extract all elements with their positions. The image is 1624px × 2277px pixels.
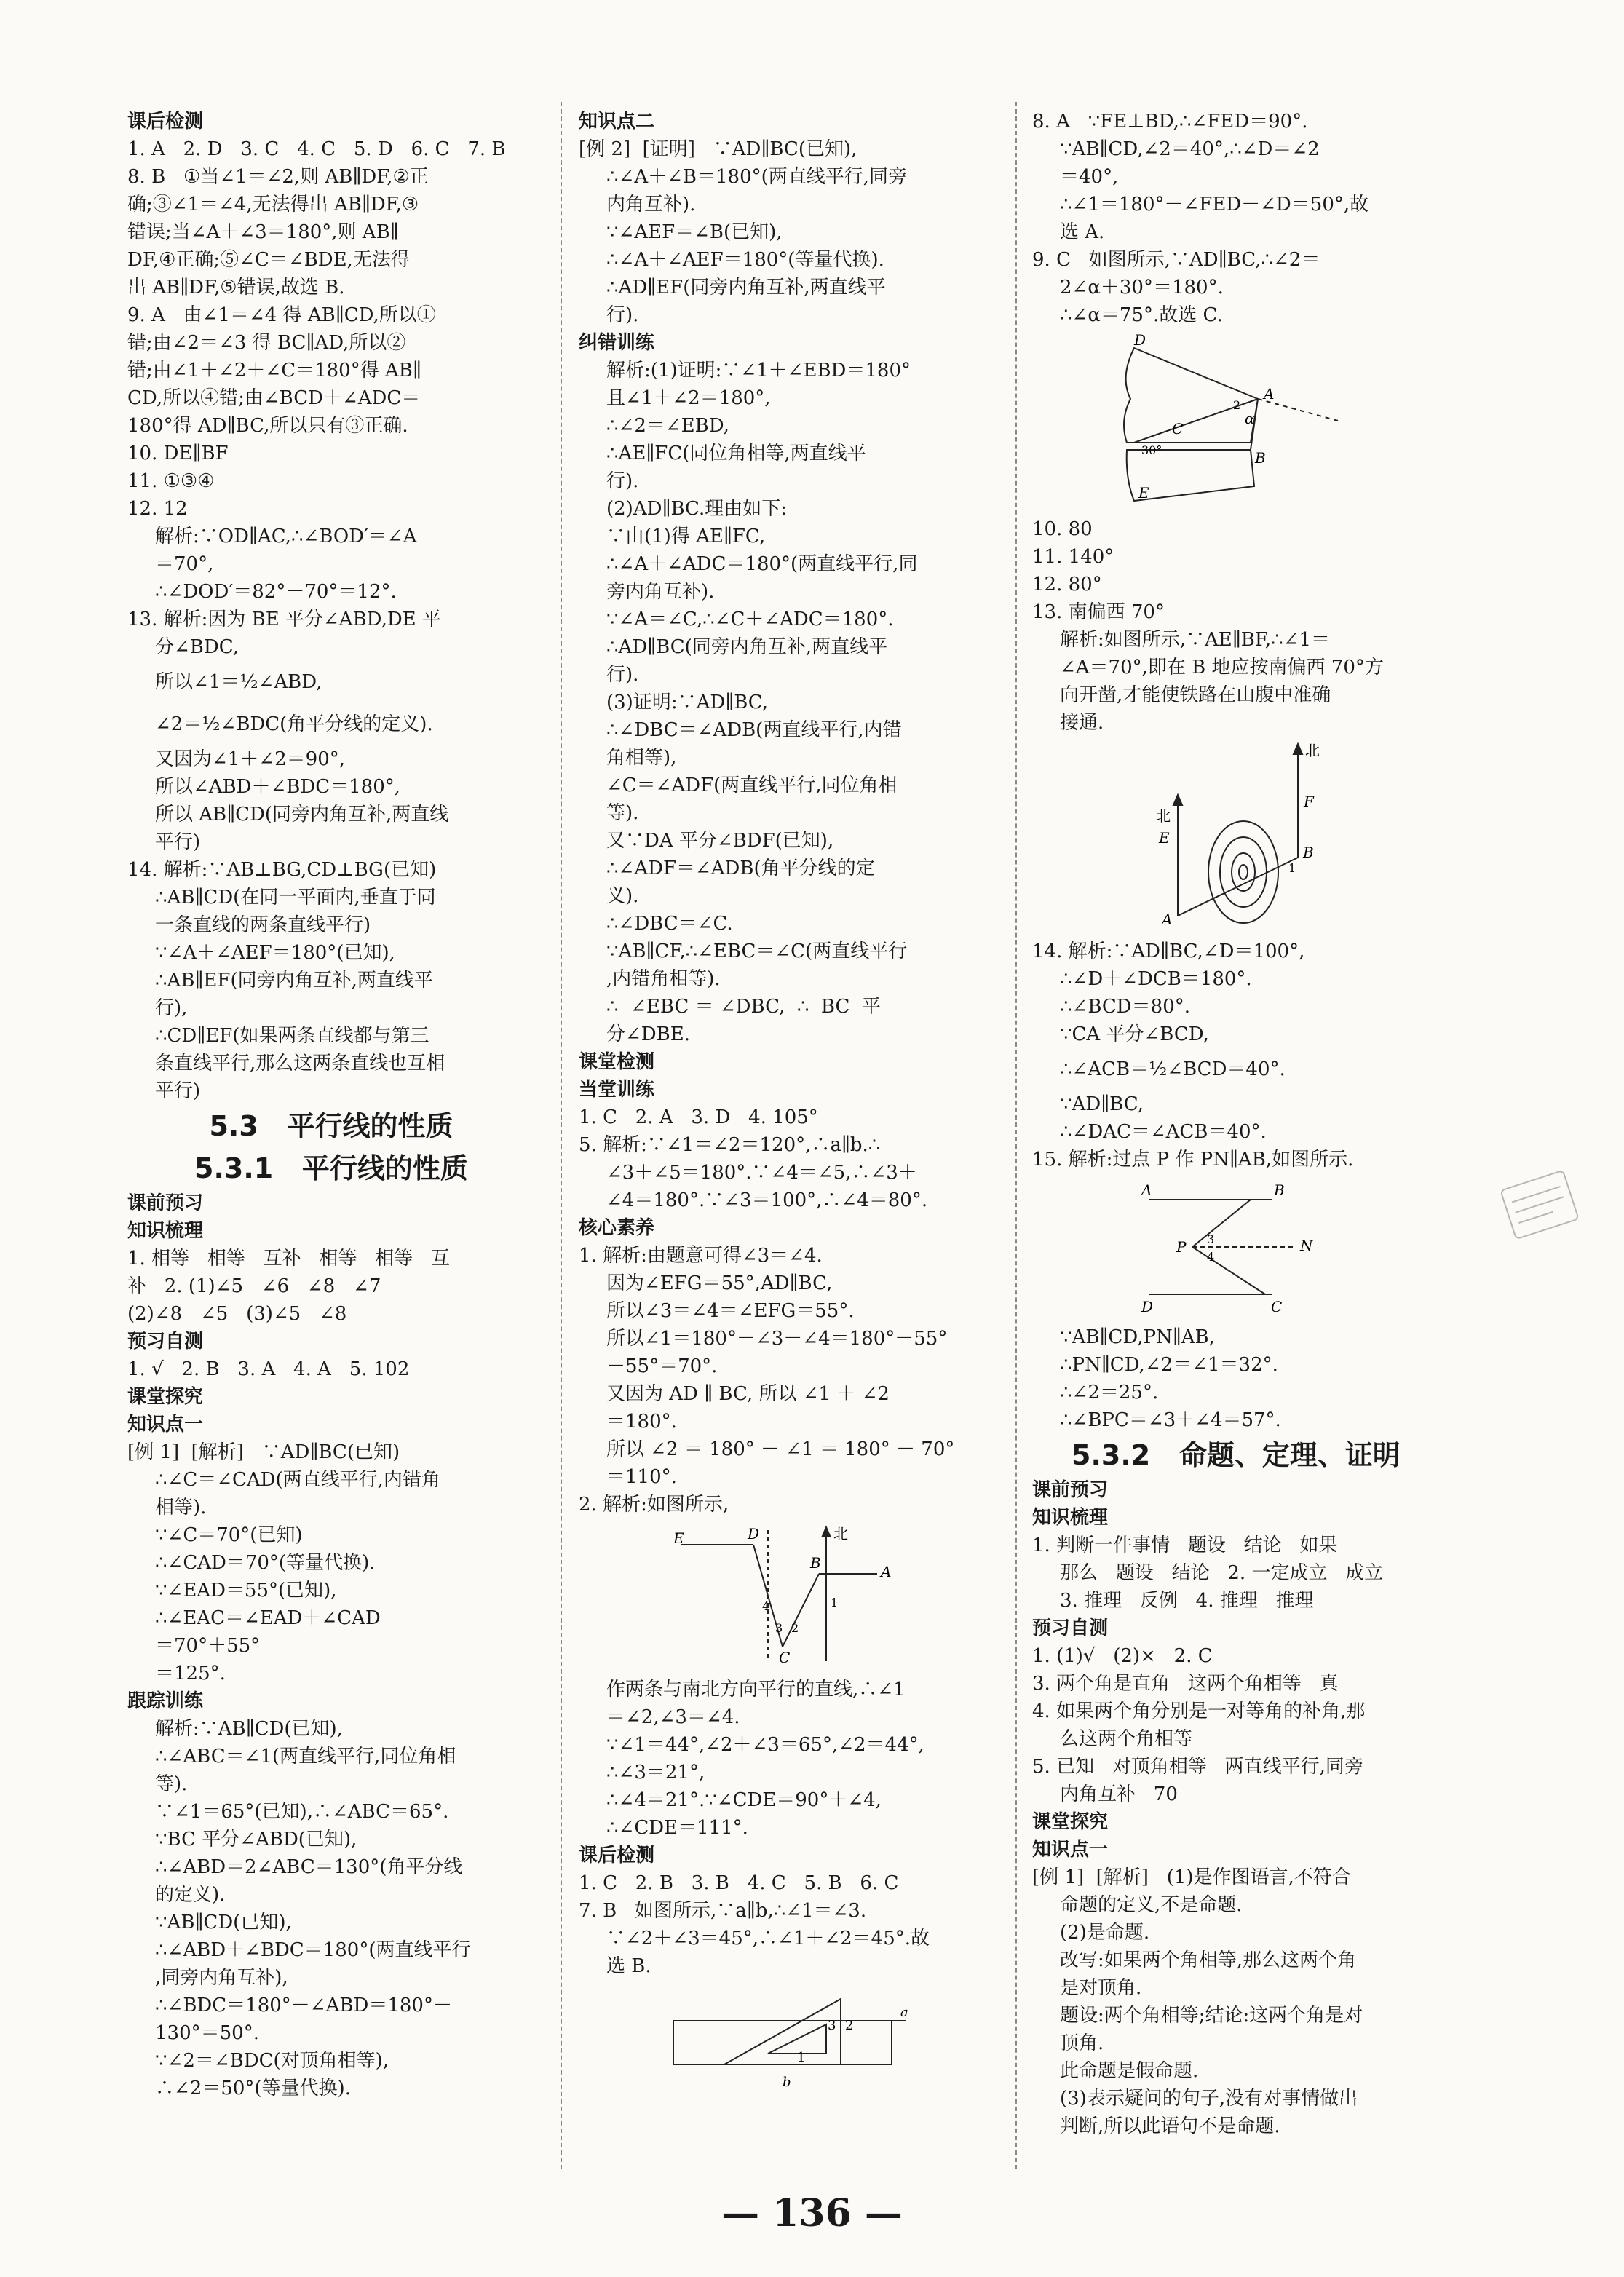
text-line: 一条直线的两条直线平行) xyxy=(155,914,371,936)
column-divider xyxy=(1015,102,1017,2169)
text-line: 判断,所以此语句不是命题. xyxy=(1060,2115,1280,2137)
figure-label: 2 xyxy=(1233,398,1241,412)
text-line: ＝70°, xyxy=(155,553,214,575)
subsection-heading: 课堂探究 xyxy=(1032,1811,1109,1833)
text-line: 平行) xyxy=(155,1080,201,1102)
text-line: 且∠1＋∠2＝180°, xyxy=(606,387,771,409)
text-line: 15. 解析:过点 P 作 PN∥AB,如图所示. xyxy=(1032,1149,1354,1171)
fig-north2 xyxy=(579,1523,1001,1668)
text-line: ∴∠BPC＝∠3＋∠4＝57°. xyxy=(1060,1409,1281,1431)
text-line: 作两条与南北方向平行的直线,∴∠1 xyxy=(606,1679,906,1700)
column-divider xyxy=(561,102,562,2169)
text-line: ∴∠A＋∠ADC＝180°(两直线平行,同 xyxy=(606,553,918,575)
text-line: ∴∠2＝25°. xyxy=(1060,1382,1159,1403)
figure-label: D xyxy=(748,1525,760,1543)
text-line: －55°＝70°. xyxy=(606,1355,718,1377)
text-line: 所以 AB∥CD(同旁内角互补,两直线 xyxy=(155,804,449,825)
column-left xyxy=(127,108,535,2102)
text-line: ∵∠A＝∠C,∴∠C＋∠ADC＝180°. xyxy=(606,609,894,630)
text-line: ∵∠1＝65°(已知),∴∠ABC＝65°. xyxy=(155,1801,449,1823)
figure-label: 1 xyxy=(797,2050,806,2065)
text-line: ∴∠A＋∠AEF＝180°(等量代换). xyxy=(606,249,884,271)
fig-zigzag xyxy=(1032,1178,1440,1316)
text-line: ∴AE∥FC(同位角相等,两直线平 xyxy=(606,443,866,464)
text-line: 行). xyxy=(606,304,639,326)
text-line: 1. 解析:由题意可得∠3＝∠4. xyxy=(579,1245,823,1267)
figure-label: C xyxy=(1271,1298,1283,1315)
text-line: 所以∠ABD＋∠BDC＝180°, xyxy=(155,776,401,798)
text-line: ∴∠ABD＝2∠ABC＝130°(角平分线 xyxy=(155,1856,463,1878)
text-line: 那么 题设 结论 2. 一定成立 成立 xyxy=(1060,1562,1384,1584)
text-line: ∴∠CDE＝111°. xyxy=(606,1817,748,1839)
text-line: ∵AB∥CD(已知), xyxy=(155,1912,292,1933)
text-line: 平行) xyxy=(155,831,201,853)
figure-label: E xyxy=(1159,829,1170,847)
subsection-heading: 预习自测 xyxy=(127,1331,204,1353)
figure-label: N xyxy=(1300,1237,1313,1254)
figure-label: E xyxy=(673,1529,684,1547)
figure-label: D xyxy=(1141,1298,1154,1315)
text-line: 题设:两个角相等;结论:这两个角是对 xyxy=(1060,2005,1363,2027)
text-line: 130°＝50°. xyxy=(155,2022,259,2044)
text-line: ∴CD∥EF(如果两条直线都与第三 xyxy=(155,1025,429,1047)
figure-label: 30° xyxy=(1141,443,1162,457)
subsection-heading: 课前预习 xyxy=(1032,1479,1109,1501)
text-line: 行), xyxy=(155,997,188,1019)
text-line: ∴∠DBC＝∠ADB(两直线平行,内错 xyxy=(606,719,902,741)
text-line: 选 A. xyxy=(1060,221,1105,243)
text-line: ∴∠EAC＝∠EAD＋∠CAD xyxy=(155,1607,381,1629)
figure-label: C xyxy=(779,1649,791,1666)
text-line: 错;由∠1＋∠2＋∠C＝180°得 AB∥ xyxy=(127,360,421,381)
text-line: ∠2＝½∠BDC(角平分线的定义). xyxy=(155,713,433,735)
watermark-stamp-icon xyxy=(1492,1165,1587,1245)
section-heading: 5.3 平行线的性质 xyxy=(209,1110,453,1142)
figure-label: b xyxy=(783,2075,791,2090)
text-line: 12. 12 xyxy=(127,498,188,520)
text-line: ∴∠ABC＝∠1(两直线平行,同位角相 xyxy=(155,1746,456,1767)
figure-label: a xyxy=(900,2005,908,2020)
text-line: 13. 南偏西 70° xyxy=(1032,601,1165,623)
figure-label: A xyxy=(881,1563,892,1580)
column-right xyxy=(1032,108,1440,2140)
text-line: 1. C 2. B 3. B 4. C 5. B 6. C xyxy=(579,1872,899,1894)
text-line: ∴∠BCD＝80°. xyxy=(1060,996,1191,1018)
text-line: ∴∠ABD＋∠BDC＝180°(两直线平行 xyxy=(155,1939,471,1961)
figure-label: 4 xyxy=(762,1599,770,1613)
text-line: 错;由∠2＝∠3 得 BC∥AD,所以② xyxy=(127,332,406,354)
text-line: [例 2] [证明] ∵AD∥BC(已知), xyxy=(579,138,857,160)
text-line: (2)∠8 ∠5 (3)∠5 ∠8 xyxy=(127,1303,347,1325)
text-line: ∴∠BDC＝180°－∠ABD＝180°－ xyxy=(155,1995,452,2016)
text-line: [例 1] [解析] ∵AD∥BC(已知) xyxy=(127,1441,400,1463)
text-line: 7. B 如图所示,∵a∥b,∴∠1＝∠3. xyxy=(579,1900,867,1922)
text-line: 8. A ∵FE⊥BD,∴∠FED＝90°. xyxy=(1032,111,1308,132)
text-line: 5. 解析:∵∠1＝∠2＝120°,∴a∥b.∴ xyxy=(579,1134,881,1156)
page-number: 136 xyxy=(772,2191,852,2236)
subsection-heading: 课堂探究 xyxy=(127,1386,204,1408)
text-line: 解析:(1)证明:∵∠1＋∠EBD＝180° xyxy=(606,360,911,381)
text-line: ,同旁内角互补), xyxy=(155,1967,288,1989)
text-line: 又因为∠1＋∠2＝90°, xyxy=(155,748,346,770)
subsection-heading: 知识梳理 xyxy=(127,1220,204,1242)
text-line: ＝180°. xyxy=(606,1411,677,1433)
text-line: 改写:如果两个角相等,那么这两个角 xyxy=(1060,1949,1357,1971)
text-line: 义). xyxy=(606,885,639,907)
figure-label: 3 xyxy=(828,2018,836,2033)
figure-label: 1 xyxy=(831,1596,839,1609)
text-line: 所以 ∠2 ＝ 180° － ∠1 ＝ 180° － 70° xyxy=(606,1438,955,1460)
subsection-heading: 课后检测 xyxy=(579,1845,655,1866)
subsection-heading: 课前预习 xyxy=(127,1192,204,1214)
figure-label: P xyxy=(1176,1238,1187,1256)
figure-label: α xyxy=(1245,410,1255,427)
text-line: (3)证明:∵AD∥BC, xyxy=(606,692,769,713)
column-middle xyxy=(579,108,1001,2101)
text-line: 顶角. xyxy=(1060,2032,1104,2054)
fig-north2-diagram xyxy=(659,1523,921,1668)
text-line: 所以∠1＝½∠ABD, xyxy=(155,671,322,693)
text-line: 的定义). xyxy=(155,1884,226,1906)
figure-label: B xyxy=(1255,449,1266,467)
figure-label: 2 xyxy=(791,1621,799,1635)
text-line: ∠C＝∠ADF(两直线平行,同位角相 xyxy=(606,775,898,796)
text-line: 角相等), xyxy=(606,747,677,769)
text-line: ∵AB∥CF,∴∠EBC＝∠C(两直线平行 xyxy=(606,940,908,962)
text-line: 1. √ 2. B 3. A 4. A 5. 102 xyxy=(127,1358,410,1380)
text-line: 补 2. (1)∠5 ∠6 ∠8 ∠7 xyxy=(127,1275,381,1297)
subsection-heading: 知识点一 xyxy=(127,1414,204,1436)
subsection-heading: 当堂训练 xyxy=(579,1079,655,1101)
text-line: 8. B ①当∠1＝∠2,则 AB∥DF,②正 xyxy=(127,166,429,188)
subsection-heading: 知识梳理 xyxy=(1032,1507,1109,1529)
text-line: ＝70°＋55° xyxy=(155,1635,261,1657)
subsection-heading: 知识点一 xyxy=(1032,1839,1109,1861)
text-line: 2. 解析:如图所示, xyxy=(579,1494,729,1516)
figure-label: F xyxy=(1304,793,1314,810)
figure-label: B xyxy=(1303,844,1314,861)
subsection-heading: 跟踪训练 xyxy=(127,1690,204,1712)
subsection-heading: 课堂检测 xyxy=(579,1051,655,1073)
text-line: ∵AD∥BC, xyxy=(1060,1093,1144,1115)
text-line: 确;③∠1＝∠4,无法得出 AB∥DF,③ xyxy=(127,194,419,215)
text-line: 11. ①③④ xyxy=(127,470,215,492)
fig-zigzag-diagram xyxy=(1105,1178,1367,1316)
text-line: ∠A＝70°,即在 B 地应按南偏西 70°方 xyxy=(1060,657,1384,678)
text-line: ∴∠A＋∠B＝180°(两直线平行,同旁 xyxy=(606,166,908,188)
text-line: 内角互补 70 xyxy=(1060,1783,1178,1805)
subsection-heading: 知识点二 xyxy=(579,111,655,132)
text-line: 又∵DA 平分∠BDF(已知), xyxy=(606,830,834,852)
text-line: ∴∠2＝∠EBD, xyxy=(606,415,729,437)
text-line: 1. 判断一件事情 题设 结论 如果 xyxy=(1032,1534,1338,1556)
text-line: 3. 两个角是直角 这两个角相等 真 xyxy=(1032,1673,1339,1695)
text-line: ∵BC 平分∠ABD(已知), xyxy=(155,1829,357,1850)
text-line: ∴∠ADF＝∠ADB(角平分线的定 xyxy=(606,858,875,879)
text-line: ∴∠1＝180°－∠FED－∠D＝50°,故 xyxy=(1060,194,1369,215)
text-line: 9. C 如图所示,∵AD∥BC,∴∠2＝ xyxy=(1032,249,1320,271)
text-line: ,内错角相等). xyxy=(606,968,721,990)
text-line: ∴∠DOD′＝82°－70°＝12°. xyxy=(155,581,397,603)
text-line: ∴AD∥EF(同旁内角互补,两直线平 xyxy=(606,277,886,298)
text-line: ∵∠2＋∠3＝45°,∴∠1＋∠2＝45°.故 xyxy=(606,1928,930,1949)
text-line: ∵AB∥CD,PN∥AB, xyxy=(1060,1326,1215,1348)
text-line: ∴∠3＝21°, xyxy=(606,1762,705,1783)
text-line: ∴AD∥BC(同旁内角互补,两直线平 xyxy=(606,636,888,658)
text-line: 解析:如图所示,∵AE∥BF,∴∠1＝ xyxy=(1060,629,1331,651)
text-line: 11. 140° xyxy=(1032,546,1114,568)
text-line: ＝40°, xyxy=(1060,166,1119,188)
fig-mountain-diagram xyxy=(1127,741,1345,930)
text-line: ∴ ∠EBC ＝ ∠DBC, ∴ BC 平 xyxy=(606,996,881,1018)
subsection-heading: 核心素养 xyxy=(579,1217,655,1239)
figure-label: B xyxy=(810,1554,821,1572)
fig-triangle-diagram xyxy=(659,1984,921,2094)
text-line: 分∠DBE. xyxy=(606,1023,690,1045)
text-line: 条直线平行,那么这两条直线也互相 xyxy=(155,1053,445,1074)
text-line: 2∠α＋30°＝180°. xyxy=(1060,277,1224,298)
text-line: 14. 解析:∵AB⊥BG,CD⊥BG(已知) xyxy=(127,859,437,881)
text-line: 解析:∵AB∥CD(已知), xyxy=(155,1718,343,1740)
text-line: 么这两个角相等 xyxy=(1060,1728,1193,1750)
text-line: 所以∠3＝∠4＝∠EFG＝55°. xyxy=(606,1300,855,1322)
figure-label: 北 xyxy=(1305,742,1320,759)
text-line: ∴PN∥CD,∠2＝∠1＝32°. xyxy=(1060,1354,1278,1376)
text-line: ∵∠A＋∠AEF＝180°(已知), xyxy=(155,942,395,964)
text-line: 10. DE∥BF xyxy=(127,443,229,464)
text-line: 5. 已知 对顶角相等 两直线平行,同旁 xyxy=(1032,1756,1363,1778)
figure-label: A xyxy=(1141,1181,1152,1199)
figure-label: A xyxy=(1162,911,1173,928)
figure-label: 3 xyxy=(1207,1232,1215,1246)
text-line: 命题的定义,不是命题. xyxy=(1060,1894,1243,1916)
text-line: CD,所以④错;由∠BCD＋∠ADC＝ xyxy=(127,387,421,409)
text-line: 此命题是假命题. xyxy=(1060,2060,1199,2082)
text-line: ∠3＋∠5＝180°.∵∠4＝∠5,∴∠3＋ xyxy=(606,1162,917,1184)
text-line: (2)是命题. xyxy=(1060,1922,1150,1944)
text-line: 10. 80 xyxy=(1032,518,1093,540)
text-line: ∵∠2＝∠BDC(对顶角相等), xyxy=(155,2050,389,2072)
text-line: 因为∠EFG＝55°,AD∥BC, xyxy=(606,1272,833,1294)
text-line: ∵∠AEF＝∠B(已知), xyxy=(606,221,783,243)
subsection-heading: 预习自测 xyxy=(1032,1617,1109,1639)
text-line: 1. (1)√ (2)× 2. C xyxy=(1032,1645,1213,1667)
text-line: 行). xyxy=(606,664,639,686)
figure-label: A xyxy=(1264,385,1275,403)
text-line: 旁内角互补). xyxy=(606,581,715,603)
text-line: 9. A 由∠1＝∠4 得 AB∥CD,所以① xyxy=(127,304,436,326)
subsection-heading: 纠错训练 xyxy=(579,332,655,354)
text-line: 所以∠1＝180°－∠3－∠4＝180°－55° xyxy=(606,1328,948,1350)
text-line: 分∠BDC, xyxy=(155,636,239,658)
fig-ribbon xyxy=(1032,333,1440,508)
text-line: 行). xyxy=(606,470,639,492)
text-line: 接通. xyxy=(1060,712,1104,734)
text-line: ∵由(1)得 AE∥FC, xyxy=(606,526,766,547)
section-heading: 5.3.1 平行线的性质 xyxy=(194,1152,468,1184)
text-line: [例 1] [解析] (1)是作图语言,不符合 xyxy=(1032,1866,1351,1888)
text-line: 180°得 AD∥BC,所以只有③正确. xyxy=(127,415,408,437)
fig-mountain xyxy=(1032,741,1440,930)
text-line: 1. C 2. A 3. D 4. 105° xyxy=(579,1106,818,1128)
text-line: (2)AD∥BC.理由如下: xyxy=(606,498,788,520)
text-line: ∴AB∥CD(在同一平面内,垂直于同 xyxy=(155,887,436,908)
text-line: ∵CA 平分∠BCD, xyxy=(1060,1023,1209,1045)
figure-label: C xyxy=(1172,420,1184,437)
text-line: ∴∠DBC＝∠C. xyxy=(606,913,733,935)
text-line: 是对顶角. xyxy=(1060,1977,1142,1999)
text-line: ∵∠1＝44°,∠2＋∠3＝65°,∠2＝44°, xyxy=(606,1734,924,1756)
figure-label: D xyxy=(1134,333,1146,349)
text-line: ∴∠DAC＝∠ACB＝40°. xyxy=(1060,1121,1267,1143)
fig-triangle xyxy=(579,1984,1001,2094)
text-line: 4. 如果两个角分别是一对等角的补角,那 xyxy=(1032,1700,1366,1722)
fig-ribbon-diagram xyxy=(1090,333,1382,508)
text-line: 14. 解析:∵AD∥BC,∠D＝100°, xyxy=(1032,940,1305,962)
section-heading: 5.3.2 命题、定理、证明 xyxy=(1072,1439,1401,1471)
figure-label: 北 xyxy=(833,1525,848,1543)
text-line: 选 B. xyxy=(606,1955,651,1977)
text-line: 等). xyxy=(155,1773,188,1795)
text-line: ∴∠C＝∠CAD(两直线平行,内错角 xyxy=(155,1469,440,1491)
figure-label: 北 xyxy=(1156,807,1171,825)
text-line: 1. 相等 相等 互补 相等 相等 互 xyxy=(127,1248,451,1270)
text-line: 1. A 2. D 3. C 4. C 5. D 6. C 7. B xyxy=(127,138,506,160)
text-line: ∵AB∥CD,∠2＝40°,∴∠D＝∠2 xyxy=(1060,138,1320,160)
text-line: 12. 80° xyxy=(1032,574,1102,595)
figure-label: 4 xyxy=(1207,1250,1215,1264)
text-line: 错误;当∠A＋∠3＝180°,则 AB∥ xyxy=(127,221,399,243)
text-line: ∴∠ACB＝½∠BCD＝40°. xyxy=(1060,1058,1286,1080)
text-line: ＝110°. xyxy=(606,1466,677,1488)
figure-label: 1 xyxy=(1288,861,1296,875)
figure-label: E xyxy=(1138,484,1149,502)
text-line: ∵∠EAD＝55°(已知), xyxy=(155,1580,337,1601)
text-line: ∴∠α＝75°.故选 C. xyxy=(1060,304,1223,326)
text-line: ∴AB∥EF(同旁内角互补,两直线平 xyxy=(155,970,433,991)
text-line: 13. 解析:因为 BE 平分∠ABD,DE 平 xyxy=(127,609,441,630)
figure-label: 2 xyxy=(845,2018,854,2033)
text-line: (3)表示疑问的句子,没有对事情做出 xyxy=(1060,2088,1358,2110)
text-line: ∴∠CAD＝70°(等量代换). xyxy=(155,1552,376,1574)
text-line: 向开凿,才能使铁路在山腹中准确 xyxy=(1060,684,1331,706)
text-line: 3. 推理 反例 4. 推理 推理 xyxy=(1060,1590,1314,1612)
text-line: 内角互补). xyxy=(606,194,696,215)
page-footer: — 136 — xyxy=(721,2191,903,2236)
text-line: 出 AB∥DF,⑤错误,故选 B. xyxy=(127,277,345,298)
text-line: ＝∠2,∠3＝∠4. xyxy=(606,1706,740,1728)
text-line: 等). xyxy=(606,802,639,824)
figure-label: B xyxy=(1274,1181,1285,1199)
text-line: ∴∠D＋∠DCB＝180°. xyxy=(1060,968,1252,990)
figure-label: 3 xyxy=(775,1621,783,1635)
text-line: ∴∠2＝50°(等量代换). xyxy=(155,2078,351,2099)
text-line: ＝125°. xyxy=(155,1663,226,1684)
text-line: DF,④正确;⑤∠C＝∠BDE,无法得 xyxy=(127,249,410,271)
text-line: ∴∠4＝21°.∵∠CDE＝90°＋∠4, xyxy=(606,1789,882,1811)
text-line: ∠4＝180°.∵∠3＝100°,∴∠4＝80°. xyxy=(606,1189,928,1211)
text-line: 解析:∵OD∥AC,∴∠BOD′＝∠A xyxy=(155,526,417,547)
text-line: 相等). xyxy=(155,1497,207,1518)
subsection-heading: 课后检测 xyxy=(127,111,204,132)
text-line: 又因为 AD ∥ BC, 所以 ∠1 ＋ ∠2 xyxy=(606,1383,890,1405)
text-line: ∵∠C＝70°(已知) xyxy=(155,1524,303,1546)
